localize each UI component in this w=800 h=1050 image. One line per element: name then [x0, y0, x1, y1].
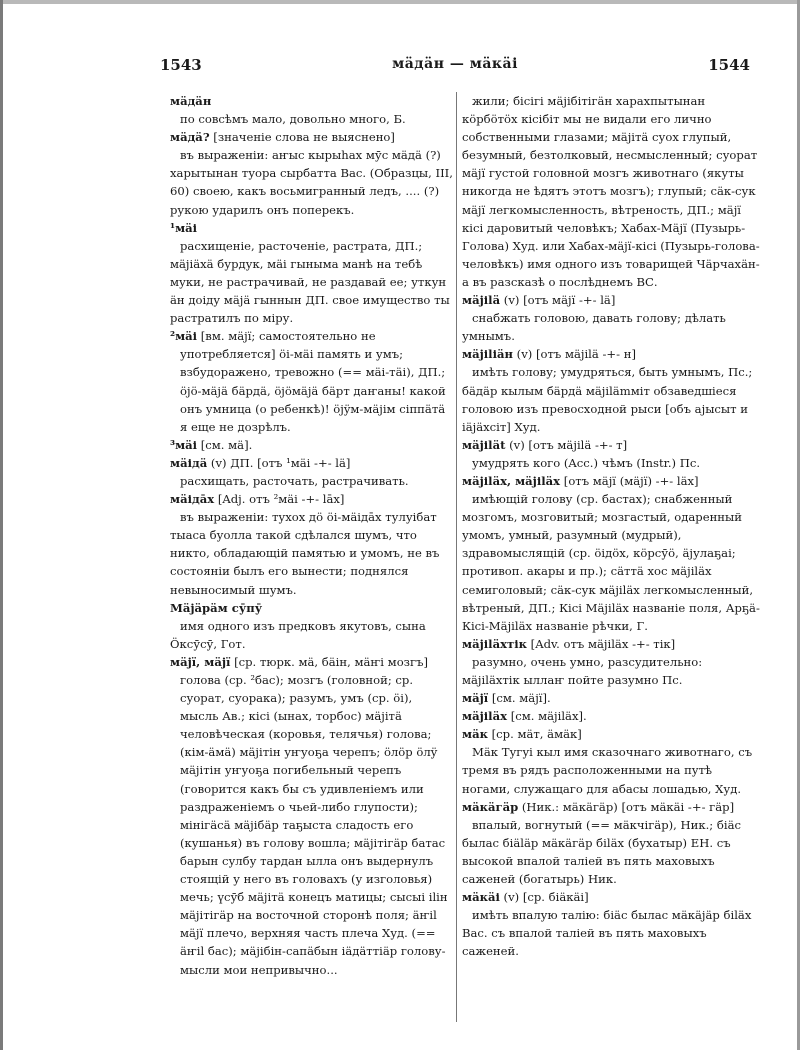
entry-text: по совсѣмъ мало, довольно много, Б. — [180, 112, 406, 127]
dictionary-entry — [462, 454, 762, 472]
dictionary-entry — [462, 309, 762, 345]
page-number-right: 1544 — [708, 56, 750, 74]
dictionary-entry — [170, 110, 454, 128]
entry-text: [ср. мäт, äмäк] — [487, 727, 582, 742]
dictionary-entry — [462, 363, 762, 435]
entry-text: [см. мä]. — [197, 437, 253, 452]
entry-text: (v) [отъ мäjіlä -+- н] — [513, 347, 636, 362]
dictionary-entry — [462, 291, 762, 309]
dictionary-entry — [170, 128, 454, 146]
entry-text: [Adv. отъ мäjіläх -+- тік] — [526, 636, 676, 651]
entry-text: умудрять кого (Acc.) чѣмъ (Instr.) Пс. — [472, 455, 701, 470]
dictionary-entry — [462, 689, 762, 707]
dictionary-entry — [170, 617, 454, 653]
entry-text: (Ник.: мäкäгäр) [отъ мäкäі -+- гäр] — [518, 799, 735, 814]
dictionary-entry — [462, 653, 762, 689]
entry-headword: мäідāх — [170, 492, 215, 507]
entry-text: имѣть голову; умудряться, быть умнымъ, Пс.; бäдäр кылым бäрдä мäjіlämміт обзаведшіеся головою изъ превосходной рыси [объ аjысыт и іäjäxсіт] Худ. — [462, 365, 753, 434]
right-column — [462, 92, 762, 961]
dictionary-entry — [170, 92, 454, 110]
dictionary-entry — [462, 906, 762, 960]
entry-headword: мäкäгäр — [462, 799, 519, 814]
entry-headword: мäjï — [462, 691, 489, 706]
dictionary-entry — [170, 472, 454, 490]
entry-text: въ выраженіи: тухох дö öi-мäідāх тулуібат тыаса буолла такой сдѣлался шумъ, что никто, обладающій памятью и умомъ, не въ состояніи былъ его вынести; поднялся невыносимый шумъ. — [170, 510, 440, 597]
entry-text: разумно, очень умно, разсудительно: мäjіläхтік ыллаҥ пойте разумно Пс. — [462, 654, 703, 687]
entry-headword: мäjіläхтік — [462, 636, 527, 651]
page-header — [160, 56, 750, 80]
entry-text: (v) [отъ мäjіlä -+- т] — [505, 437, 628, 452]
dictionary-entry — [170, 146, 454, 218]
running-head: мäдäн — мäкäі — [392, 56, 518, 72]
entry-text: впалый, вогнутый (== мäкчігäр), Ник.; біäс былас біäläр мäкäгäр біläх (бухатыр) ЕН. съ высокой впалой таліей въ пять маховыхъ саженей (богатырь) Ник. — [462, 817, 741, 887]
entry-headword: мäjіlіäн — [462, 347, 513, 362]
dictionary-entry — [462, 888, 762, 906]
dictionary-entry — [462, 436, 762, 454]
entry-headword: ¹мäі — [170, 220, 198, 235]
entry-text: [см. мäjіläх]. — [507, 709, 587, 724]
entry-headword: мäдä? — [170, 130, 210, 145]
entry-text: расхищеніе, расточеніе, растрата, ДП.; мäjiäxä бурдук, мäі гыныма манѣ на тебѣ муки, не растрачивай, не раздавай ее; уткун äн доіду мäjä гыннын ДП. свое имущество ты растратилъ по міру. — [170, 238, 450, 326]
entry-headword: мäjіläх — [462, 709, 508, 724]
entry-headword: мäjï, мäjï — [170, 654, 231, 669]
entry-text: [ср. тюрк. мä, бäін, мäҥі мозгъ] голова (ср. ²бас); мозгъ (головной; ср. суорат, суорака); разумъ, умъ (ср. öі), мысль Ав.; кісі (ынах, торбос) мäjітä человѣческая (коровья, телячья) голова; (кім-äмä) мäjітін уҥуоҕа черепъ; öлöр öлÿ мäjітін уҥуоҕа погибельный черепъ (говорится какъ бы съ удивленіемъ или раздраженіемъ о чьей-либо глупости); мінігäсä мäjібäр таҕыста сладость его (кушанья) въ голову вошла; мäjітігäр батас барын сулбу тардан ылла онъ выдернулъ стоящій у него въ головахъ (у изголовья) мечь; үсӯб мäjітä конецъ матицы; сысыі іlін мäjітігäр на восточной сторонѣ поля; äҥіl мäjï плечо, верхняя часть плеча Худ. (== äҥіl бас); мäjібін-сапäбын іäдäттіäр голову-мысли мои непривычно... — [180, 654, 448, 977]
dictionary-entry — [170, 237, 454, 327]
dictionary-entry — [462, 92, 762, 291]
dictionary-entry — [170, 454, 454, 472]
dictionary-entry — [462, 707, 762, 725]
dictionary-entry — [462, 490, 762, 635]
dictionary-entry — [462, 743, 762, 797]
dictionary-entry — [170, 599, 454, 617]
entry-headword: мäjіlät — [462, 437, 506, 452]
entry-headword: Мäjäрäм сӯпӯ — [170, 600, 263, 615]
left-column — [170, 92, 454, 979]
entry-headword: мäкäі — [462, 890, 500, 905]
entry-headword: мäjіlä — [462, 293, 501, 308]
dictionary-entry — [462, 725, 762, 743]
entry-text: имѣть впалую талію: біäс былас мäкäjäр біläх Вас. съ впалой таліей въ пять маховыхъ саженей. — [462, 908, 752, 959]
entry-text: имѣющій голову (ср. бастах); снабженный мозгомъ, мозговитый; мозгастый, одаренный умомъ, умный, разумный (мудрый), здравомыслящій (ср. öідöх, кöрсӯö, äjулаҕаі; противоп. акары и пр.); сäттä хос мäjіläх семиголовый; сäк-сук мäjіläх легкомысленный, вѣтреный, ДП.; Кісі Мäjіläх названіе поля, Арҕä-Кісі-Мäjіläх названіе рѣчки, Г. — [462, 492, 760, 633]
entry-text: [отъ мäjï (мäjï) -+- läх] — [560, 473, 699, 488]
dictionary-entry — [170, 436, 454, 454]
dictionary-entry — [170, 490, 454, 508]
entry-text: (v) [ср. біäкäі] — [499, 890, 589, 905]
scan-edge-left — [0, 0, 3, 1050]
dictionary-entry — [170, 219, 454, 237]
dictionary-entry — [462, 345, 762, 363]
entry-text: (v) [отъ мäjï -+- lä] — [500, 293, 616, 308]
entry-text: въ выраженіи: аҥыс кырыhах мӯс мäдä (?) харытынан туора сырбатта Вас. (Образцы, III, 60) своею, какъ восьмигранный ледъ, .... (?) рукою ударилъ онъ поперекъ. — [170, 148, 453, 217]
page-number-left: 1543 — [160, 56, 202, 74]
entry-text: снабжать головою, давать голову; дѣлать умнымъ. — [462, 311, 726, 344]
entry-headword: мäдäн — [170, 94, 212, 108]
entry-text: [Adj. отъ ²мäі -+- lāх] — [214, 492, 345, 507]
dictionary-entry — [170, 508, 454, 598]
dictionary-entry — [170, 327, 454, 436]
entry-headword: мäідä — [170, 455, 208, 470]
entry-text: имя одного изъ предковъ якутовъ, сына Öксӯсӯ, Гот. — [170, 618, 426, 651]
dictionary-entry — [462, 816, 762, 888]
entry-text: Мäк Тугуі кыл имя сказочнаго животнаго, съ тремя въ рядъ расположенными на путѣ ногами, служащаго для абасы лошадью, Худ. — [462, 745, 753, 796]
entry-text: жили; бісігі мäjібітігäн харахпытынан кöрбöтöх кісібіт мы не видали его лично собственными глазами; мäjітä суох глупый, безумный, безтолковый, несмысленный; суорат мäjï густой головной мозгъ животнаго (якуты никогда не ѣдятъ этотъ мозгъ); глупый; сäк-сук мäjï легкомысленность, вѣтреность, ДП.; мäjï кісі даровитый человѣкъ; Хабах-Мäjï (Пузырь-Голова) Худ. или Хабах-мäjï-кісі (Пузырь-голова-человѣкъ) имя одного изъ товарищей Чäрчахäн-а въ разсказѣ о послѣднемъ ВС. — [462, 94, 760, 289]
dictionary-entry — [462, 635, 762, 653]
dictionary-entry — [462, 798, 762, 816]
entry-headword: ³мäі — [170, 437, 198, 452]
entry-text: [вм. мäjï; самостоятельно не употребляется] öi-мäі память и умъ; взбудоражено, тревожно (== мäі-тäі), ДП.; öjö-мäjä бäрдä, öjöмäjä бäрт даҥаны! какой онъ умница (о ребенкѣ)! öjÿм-мäjім сіппäтä я еще не дозрѣлъ. — [180, 329, 446, 434]
entry-headword: ²мäі — [170, 329, 198, 344]
scan-edge-top — [0, 0, 800, 4]
entry-headword: мäjіläх, мäjіläх — [462, 473, 561, 488]
column-divider — [456, 92, 457, 1022]
entry-headword: мäк — [462, 727, 488, 742]
entry-text: (v) ДП. [отъ ¹мäі -+- lä] — [207, 455, 351, 470]
entry-text: расхищать, расточать, растрачивать. — [180, 473, 409, 488]
entry-text: [значеніе слова не выяснено] — [209, 130, 395, 145]
dictionary-entry — [170, 653, 454, 979]
entry-text: [см. мäjï]. — [488, 691, 551, 706]
dictionary-entry — [462, 472, 762, 490]
